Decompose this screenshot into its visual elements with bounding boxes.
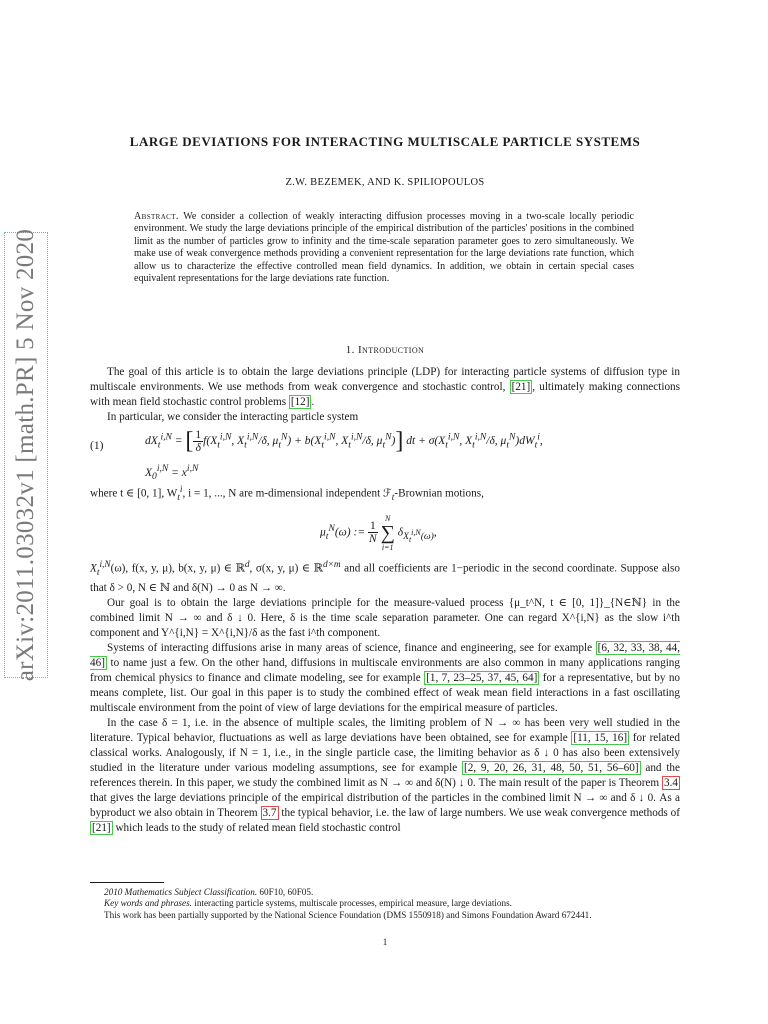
- footnotes: [90, 887, 680, 921]
- citation-link[interactable]: [12]: [290, 396, 310, 408]
- footnote-support: This work has been partially supported by the National Science Foundation (DMS 1550918) and Simons Foundation Award 672441.: [104, 909, 592, 920]
- footnote-keywords: Key words and phrases. interacting particle systems, multiscale processes, empirical measure, large deviations.: [104, 898, 512, 909]
- citation-link[interactable]: [11, 15, 16]: [573, 731, 628, 744]
- footnote-msc: 2010 Mathematics Subject Classification. 60F10, 60F05.: [104, 887, 314, 897]
- section-heading: [90, 344, 680, 356]
- theorem-link[interactable]: 3.7: [262, 806, 277, 819]
- section-number: 1.: [345, 344, 355, 356]
- abstract-label: Abstract.: [134, 211, 179, 222]
- abstract: [134, 211, 634, 285]
- citation-link[interactable]: [21]: [92, 821, 111, 834]
- section-body: [90, 365, 680, 836]
- paragraph-5: Our goal is to obtain the large deviations principle for the measure-valued process {μ_t^N, t ∈ [0, 1]}_{N∈ℕ} in the combined limit N → ∞ and δ ↓ 0. Here, δ is the time scale separation parameter. One can regard X^{i,N} as the slow i^th component and Y^{i,N} = X^{i,N}/δ as the fast i^th component.: [90, 596, 680, 639]
- paragraph-3: where t ∈ [0, 1], $W_t^i$, i = 1, ..., N are m-dimensional independent ℱ$_t$-Brownian motions,: [90, 485, 484, 503]
- equation-line-2: $X_0^{i,N} = x^{i,N}$: [145, 463, 199, 483]
- footnote-rule: [90, 882, 164, 883]
- paragraph-4: $X_t^{i,N}(\omega)$, f(x, y, μ), b(x, y, μ) ∈ ℝ$^d$, σ(x, y, μ) ∈ ℝ$^{d\times m}$ and all coefficients are 1−periodic in the second coordinate. Suppose also that δ > 0, N ∈ ℕ and δ(N) → 0 as N → ∞.: [90, 559, 680, 594]
- page-number: 1: [382, 937, 388, 947]
- citation-link[interactable]: [21]: [511, 381, 531, 393]
- arxiv-watermark-text: arXiv:2011.03032v1 [math.PR] 5 Nov 2020: [12, 228, 40, 682]
- paragraph-1: The goal of this article is to obtain the large deviations principle (LDP) for interacting particle systems of diffusion type in multiscale environments. We use methods from weak convergence and stochastic control, [21] , ultimately making connections with mean field stochastic control problems [12] .: [90, 366, 680, 408]
- equation-1: [90, 428, 680, 483]
- paragraph-7: In the case δ = 1, i.e. in the absence of multiple scales, the limiting problem of N → ∞ has been very well studied in the literature. Typical behavior, fluctuations as well as large deviations have been obtained, see for example [11, 15, 16] for related classical works. Analogously, if N = 1, i.e., in the single particle case, the limiting behavior as δ ↓ 0 has also been extensively studied in the literature under various modeling assumptions, see for example [2, 9, 20, 26, 31, 48, 50, 51, 56–60] and the references therein. In this paper, we study the combined limit as N → ∞ and δ(N) ↓ 0. The main result of the paper is Theorem 3.4 that gives the large deviations principle of the empirical distribution of the particles in the combined limit N → ∞ and δ ↓ 0. As a byproduct we also obtain in Theorem 3.7 the typical behavior, i.e. the law of large numbers. We use weak convergence methods of [21] which leads to the study of related mean field stochastic control: [90, 716, 680, 834]
- citation-link[interactable]: [6, 32, 33, 38, 44, 46]: [90, 641, 680, 669]
- paper-title: LARGE DEVIATIONS FOR INTERACTING MULTISCALE PARTICLE SYSTEMS: [129, 134, 641, 149]
- equation-number: (1): [90, 440, 104, 452]
- equation-line-1: $dX_t^{i,N}$ = [ $\frac{1}{\delta}$ $f(X_t^{i,N}$, $X_t^{i,N}/\delta$, $\mu_t^N) + b(X_t^{i,N}$, $X_t^{i,N}/\delta$, $\mu_t^N$)] dt + $\sigma(X_t^{i,N}$, $X_t^{i,N}/\delta$, $\mu_t^N)dW_t^i$,: [145, 428, 543, 454]
- arxiv-watermark: [4, 228, 48, 682]
- paragraph-2: In particular, we consider the interacting particle system: [107, 411, 359, 423]
- equation-empirical-measure: $\mu_t^N(\omega)$ := $\frac{1}{N}$ N ∑ i=1 $\delta_{X_t^{i,N}(\omega)}$,: [320, 513, 437, 552]
- citation-link[interactable]: [1, 7, 23–25, 37, 45, 64]: [426, 671, 538, 684]
- paragraph-6: Systems of interacting diffusions arise in many areas of science, finance and engineering, see for example [6, 32, 33, 38, 44, 46] to name just a few. On the other hand, diffusions in multiscale environments are also common in many applications ranging from chemical physics to finance and climate modeling, see for example [1, 7, 23–25, 37, 45, 64] for a representative, but by no means complete, list. Our goal in this paper is to study the combined effect of weak mean field interactions in a fast oscillating multiscale environment from the point of view of large deviations for the empirical measure of particles.: [90, 641, 681, 714]
- paper-authors: Z.W. BEZEMEK, AND K. SPILIOPOULOS: [285, 177, 485, 188]
- abstract-text: We consider a collection of weakly interacting diffusion processes moving in a two-scale locally periodic environment. We study the large deviations principle of the empirical distribution of the particles' positions in the combined limit as the number of particles grow to infinity and the time-scale separation parameter goes to zero simultaneously. We make use of weak convergence methods providing a convenient representation for the large deviations rate function, which allow us to characterize the effective controlled mean field dynamics. In addition, we obtain in certain special cases equivalent representations for the large deviations rate function.: [134, 211, 634, 285]
- theorem-link[interactable]: 3.4: [664, 776, 678, 789]
- section-title: Introduction: [357, 344, 425, 356]
- citation-link[interactable]: [2, 9, 20, 26, 31, 48, 50, 51, 56–60]: [463, 761, 639, 774]
